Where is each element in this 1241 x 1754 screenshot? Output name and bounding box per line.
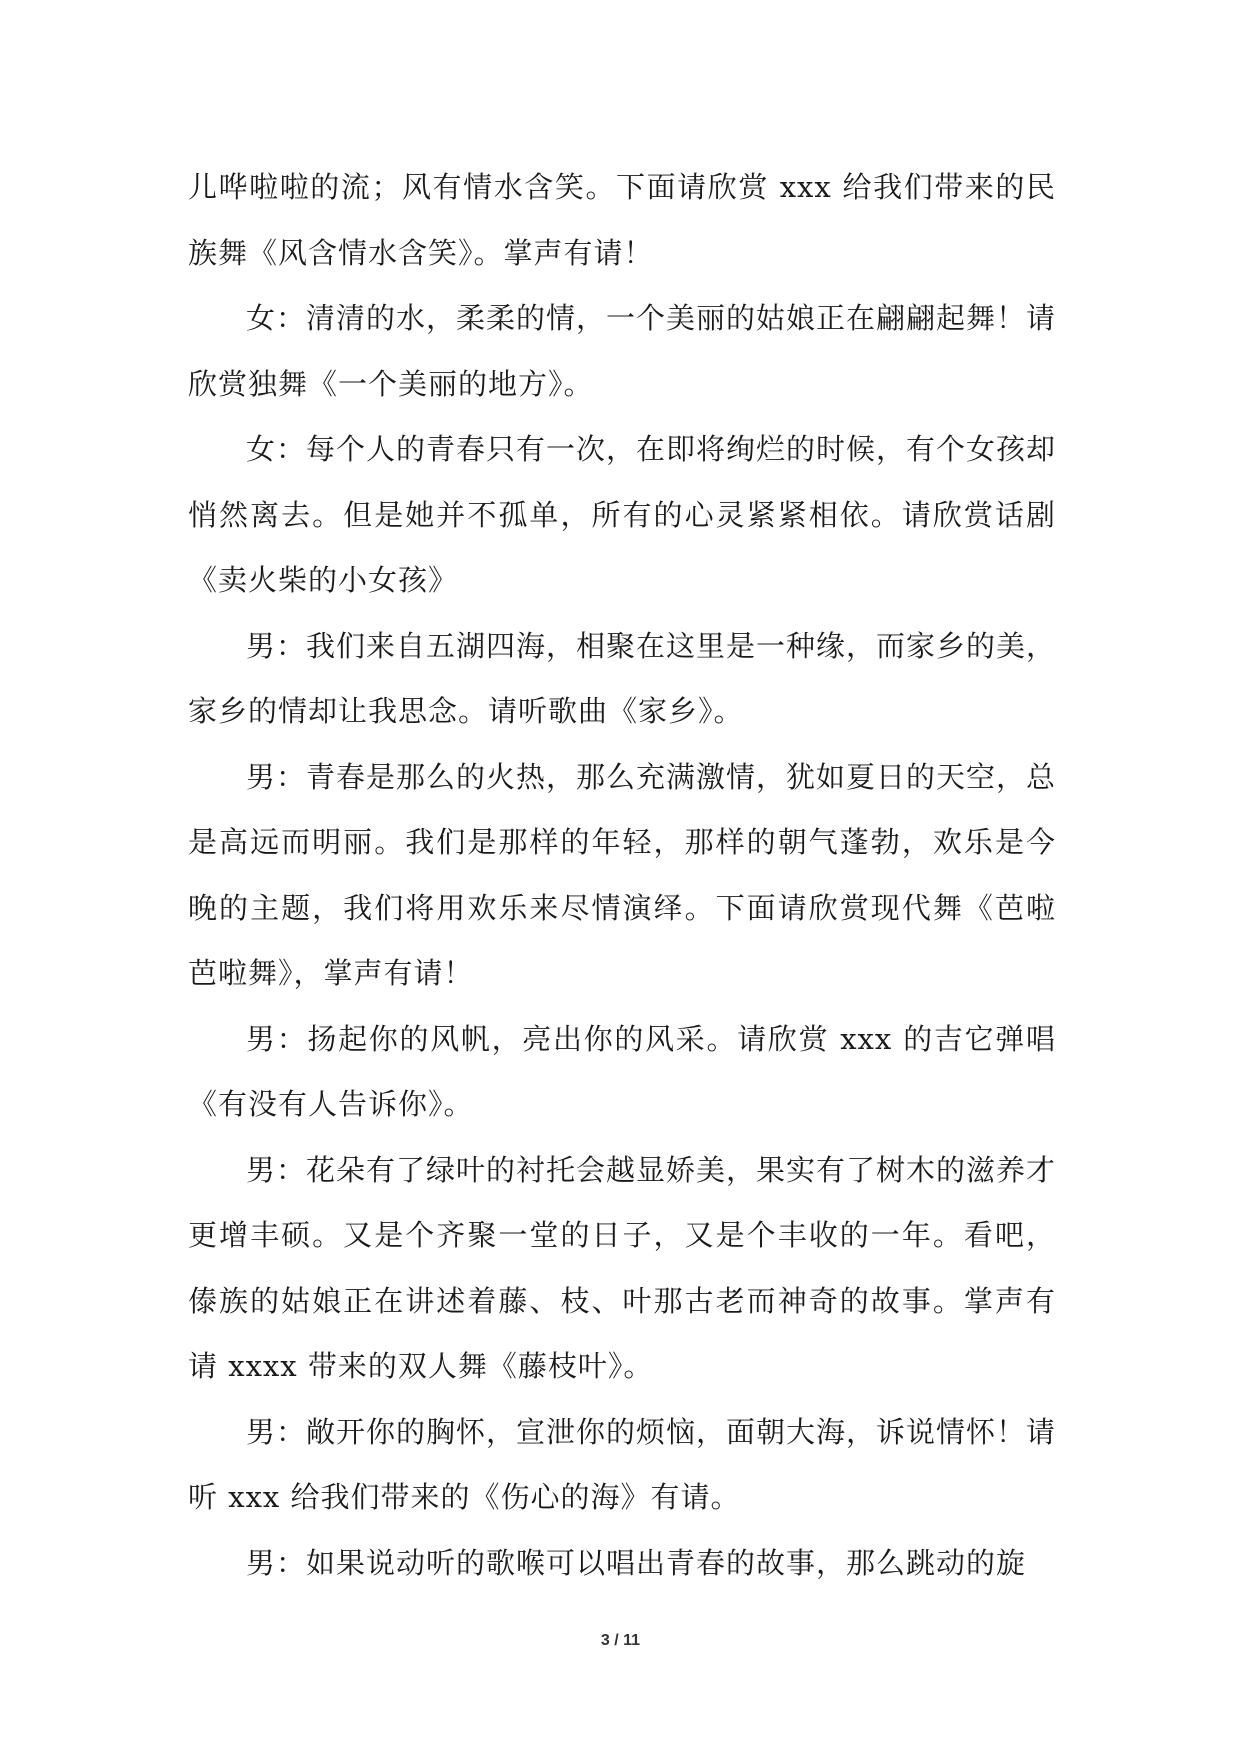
paragraph-7: 男：花朵有了绿叶的衬托会越显娇美，果实有了树木的滋养才更增丰硕。又是个齐聚一堂的日子，又是个丰收的一年。看吧，傣族的姑娘正在讲述着藤、枝、叶那古老而神奇的故事。掌声有请 xxxx 带来的双人舞《藤枝叶》。 — [188, 1152, 1057, 1383]
paragraph-2: 女：清清的水，柔柔的情，一个美丽的姑娘正在翩翩起舞！请欣赏独舞《一个美丽的地方》。 — [188, 301, 1057, 401]
paragraph-9: 男：如果说动听的歌喉可以唱出青春的故事，那么跳动的旋 — [246, 1545, 1027, 1580]
paragraph-4: 男：我们来自五湖四海，相聚在这里是一种缘，而家乡的美，家乡的情却让我思念。请听歌曲《家乡》。 — [188, 628, 1057, 728]
page-number: 3 / 11 — [600, 1632, 641, 1649]
paragraph-1: 儿哗啦啦的流；风有情水含笑。下面请欣赏 xxx 给我们带来的民族舞《风含情水含笑》。掌声有请！ — [188, 170, 1056, 270]
paragraph-3: 女：每个人的青春只有一次，在即将绚烂的时候，有个女孩却悄然离去。但是她并不孤单，所有的心灵紧紧相依。请欣赏话剧《卖火柴的小女孩》 — [188, 432, 1057, 597]
paragraph-8: 男：敞开你的胸怀，宣泄你的烦恼，面朝大海，诉说情怀！请听 xxx 给我们带来的《伤心的海》有请。 — [188, 1414, 1057, 1514]
document-body — [188, 155, 1056, 1596]
paragraph-5: 男：青春是那么的火热，那么充满激情，犹如夏日的天空，总是高远而明丽。我们是那样的年轻，那样的朝气蓬勃，欢乐是今晚的主题，我们将用欢乐来尽情演绎。下面请欣赏现代舞《芭啦芭啦舞》，掌声有请！ — [188, 759, 1057, 990]
paragraph-6: 男：扬起你的风帆，亮出你的风采。请欣赏 xxx 的吉它弹唱《有没有人告诉你》。 — [188, 1021, 1056, 1121]
